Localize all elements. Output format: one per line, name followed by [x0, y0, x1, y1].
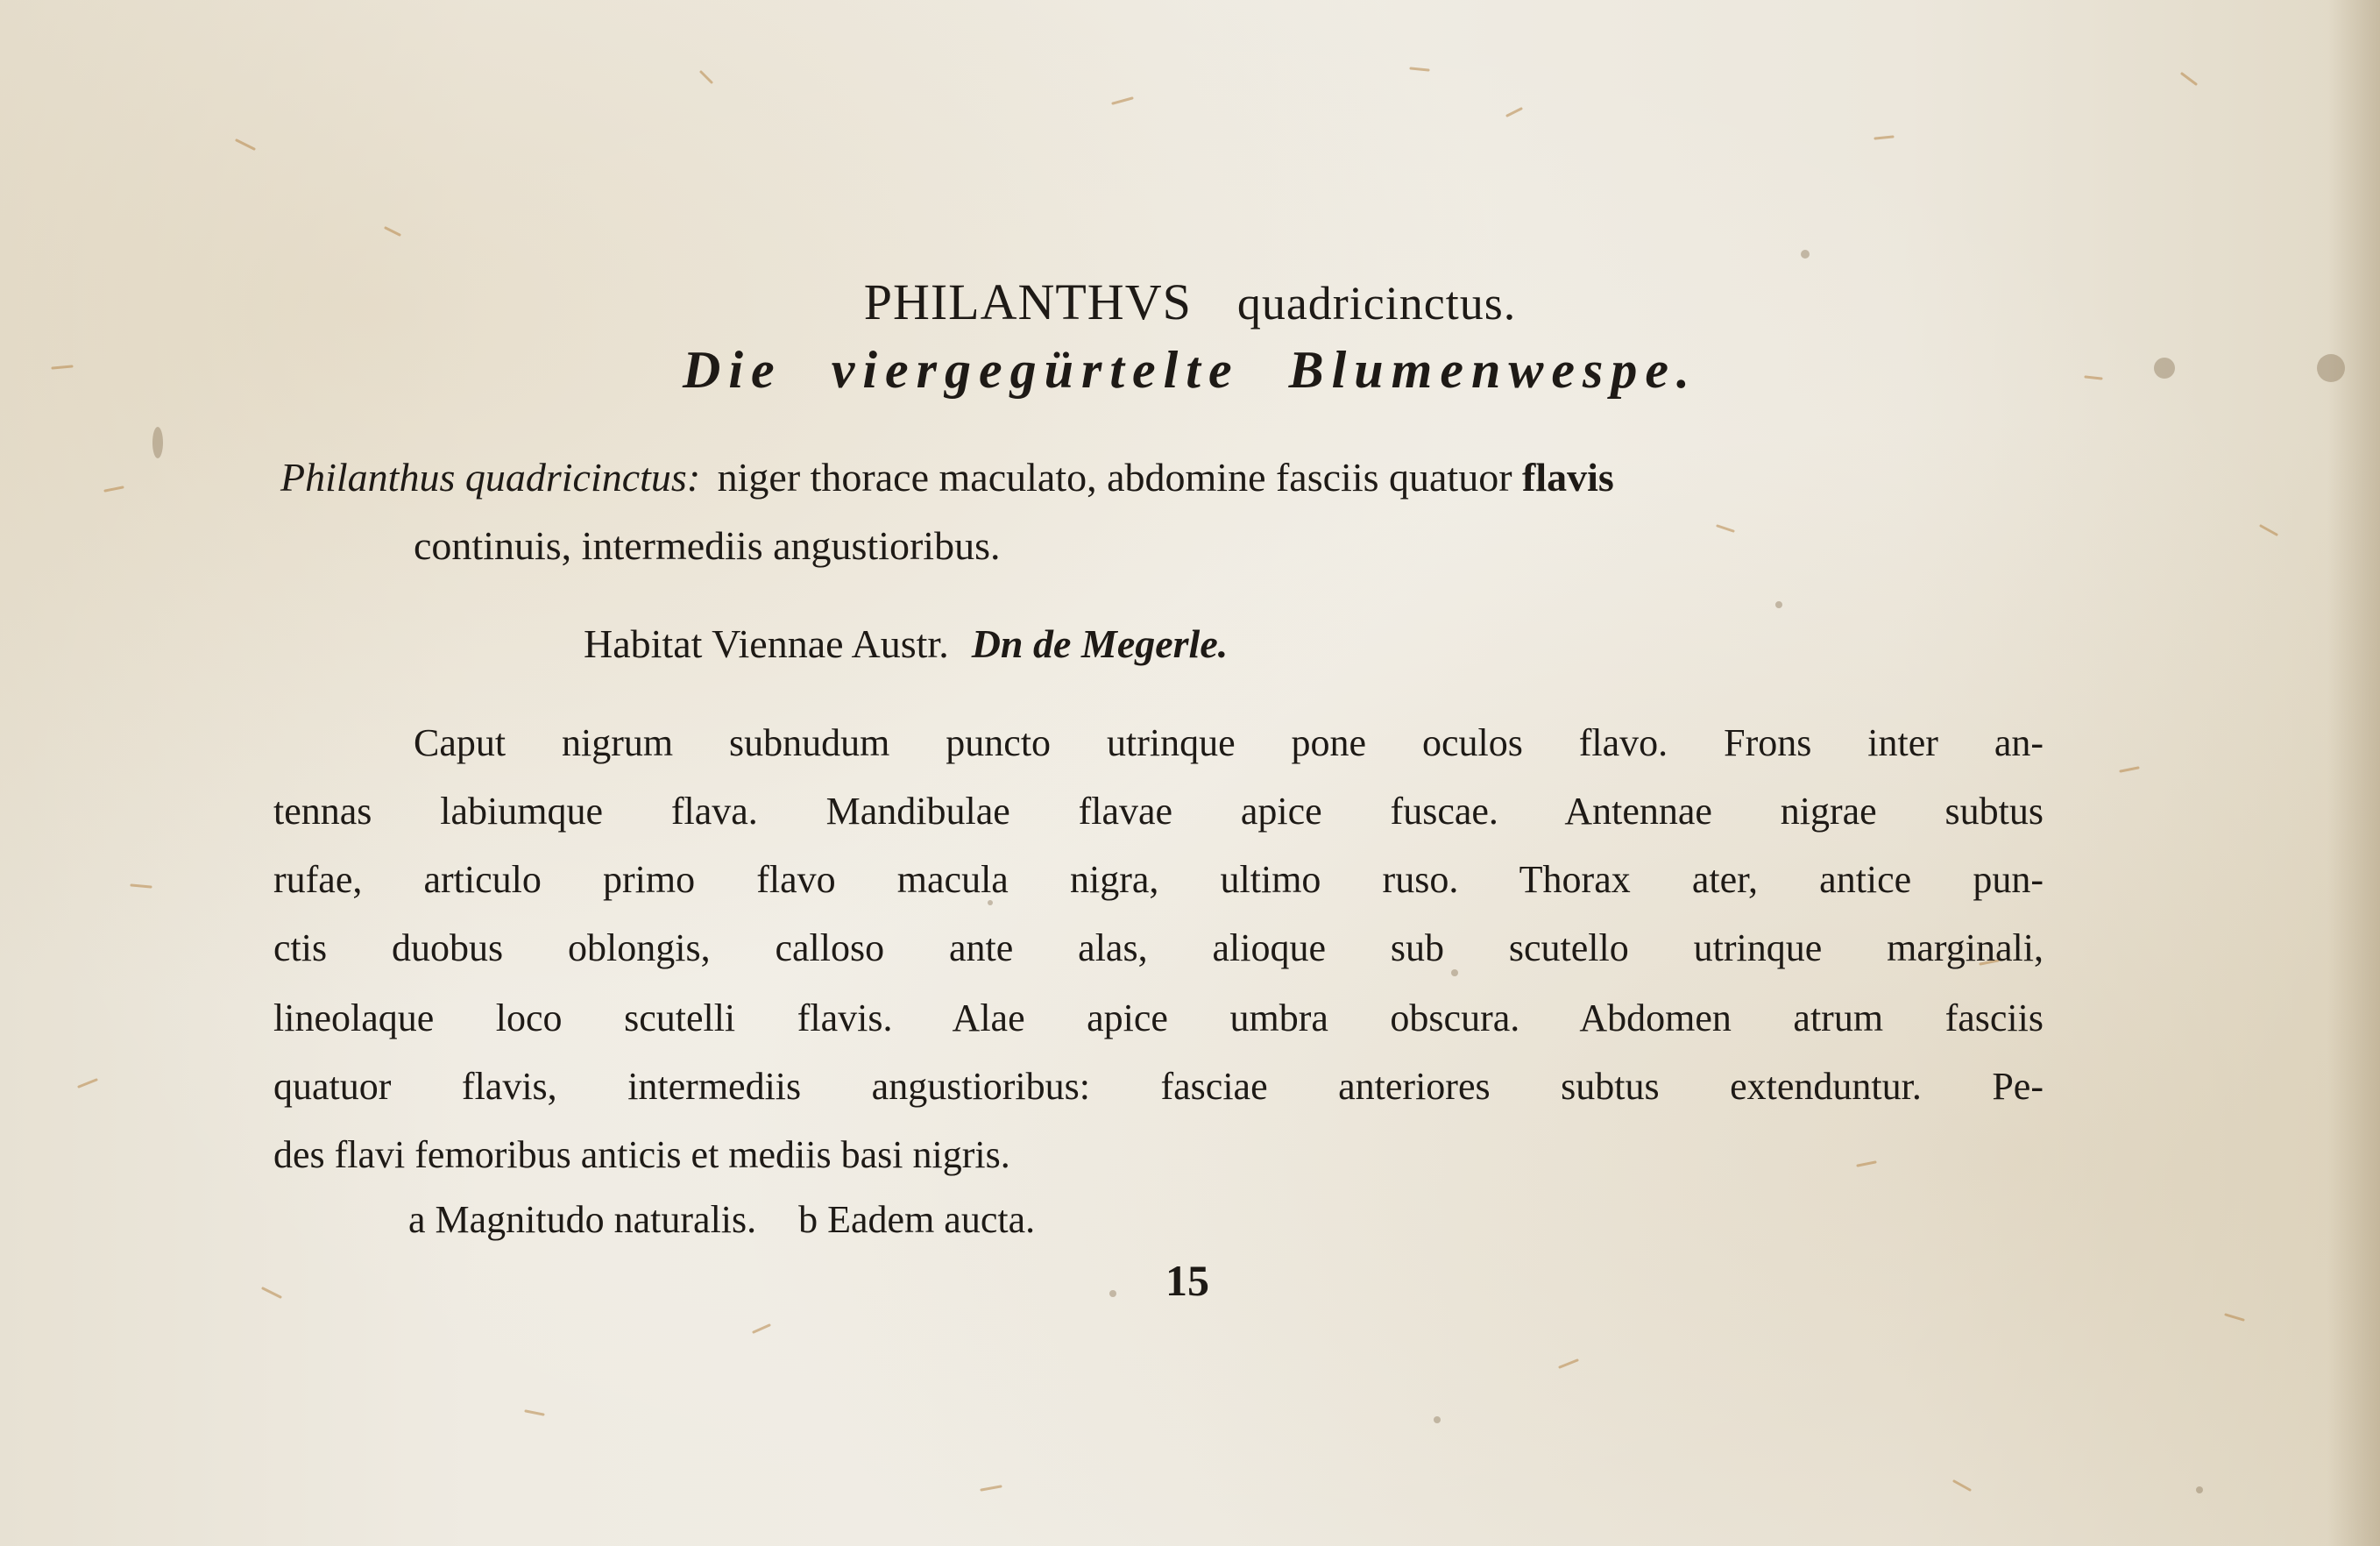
collector-name: Dn de Megerle. [971, 621, 1229, 666]
diagnosis-line-2: continuis, intermediis angustioribus. [414, 523, 1001, 568]
description-line: ctis duobus oblongis, calloso ante alas, alioque sub scutello utrinque marginali, [273, 926, 2044, 969]
synonym: Philanthus quadricinctus: [280, 455, 701, 500]
description-line: lineolaque loco scutelli flavis. Alae apice umbra obscura. Abdomen atrum fasciis [273, 996, 2044, 1039]
figure-legend [408, 1198, 1036, 1241]
german-name-word: Die [683, 341, 783, 399]
genus-name: PHILANTHVS [863, 273, 1192, 330]
figure-a-caption: a Magnitudo naturalis. [408, 1198, 757, 1241]
german-name-word: Blumenwespe. [1288, 341, 1697, 399]
page-number: 15 [1165, 1256, 1209, 1305]
habitat-text: Habitat Viennae Austr. [584, 621, 949, 666]
figure-b-caption: b Eadem aucta. [798, 1198, 1036, 1241]
diagnosis-line-1 [280, 457, 1614, 498]
description-line: rufae, articulo primo flavo macula nigra, ultimo ruso. Thorax ater, antice pun- [273, 858, 2044, 901]
description-line: Caput nigrum subnudum puncto utrinque pone oculos flavo. Frons inter an- [414, 721, 2044, 764]
german-name-word: viergegürtelte [831, 341, 1240, 399]
diagnosis-text: niger thorace maculato, abdomine fasciis quatuor [717, 455, 1512, 500]
page-edge-shadow [2327, 0, 2380, 1546]
description-line: tennas labiumque flava. Mandibulae flavae apice fuscae. Antennae nigrae subtus [273, 790, 2044, 833]
german-common-name [0, 341, 2380, 399]
description-line: quatuor flavis, intermediis angustioribus: fasciae anteriores subtus extenduntur. Pe- [273, 1065, 2044, 1108]
habitat-line [584, 621, 1229, 666]
species-epithet: quadricinctus. [1236, 277, 1517, 330]
diagnosis-bold-word: flavis [1522, 455, 1614, 500]
description-line: des flavi femoribus anticis et mediis basi nigris. [273, 1133, 1010, 1176]
species-heading [0, 273, 2380, 330]
